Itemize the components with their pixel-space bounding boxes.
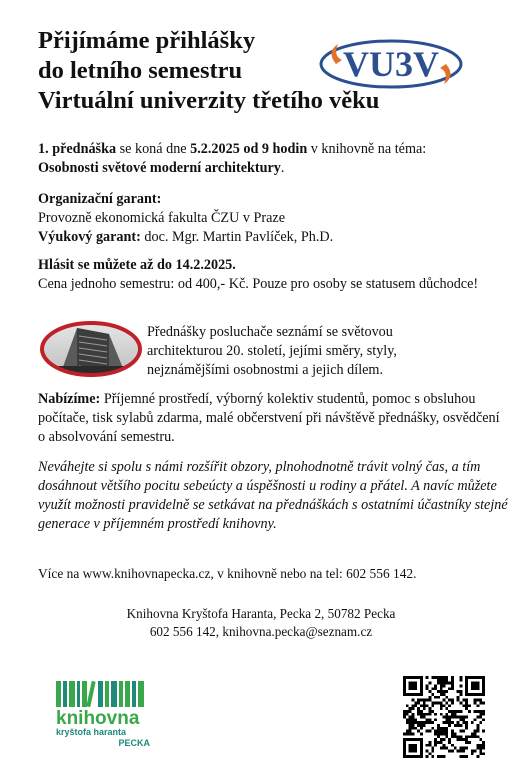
footer-address [0, 605, 522, 641]
library-logo-line3: PECKA [118, 738, 150, 748]
registration-price: Cena jednoho semestru: od 400,- Kč. Pouze pro osoby se statusem důchodce! [38, 276, 479, 292]
books-icon [56, 681, 144, 707]
library-logo-word: knihovna [56, 708, 140, 729]
org-guarantor-value: Provozně ekonomická fakulta ČZU v Praze [38, 210, 286, 226]
lectures-intro: Přednášky posluchače seznámí se světovou architekturou 20. století, jejími směry, styly, nejznámějšími osobnostmi a jejich dílem. [147, 324, 397, 378]
lecture-text-2: v knihovně na téma: [307, 141, 427, 157]
edu-guarantor-value: doc. Mgr. Martin Pavlíček, Ph.D. [140, 229, 334, 245]
registration-block [38, 256, 508, 294]
qr-code [403, 676, 485, 758]
lecture-number: 1. přednáška [38, 141, 117, 157]
offer-block [38, 390, 508, 447]
vu3v-logo [318, 38, 464, 90]
title-line-1: Přijímáme přihlášky [38, 27, 256, 54]
guarantors-block [38, 190, 508, 247]
invitation-text: Neváhejte si spolu s námi rozšířit obzory, plnohodnotně trávit volný čas, a tím dosáhnout většího pocitu sebeúcty a úspěšnosti u rodiny a přátel. A navíc můžete využít možnosti pravidelně se setkávat na přednáškách s ostatními účastníky stejné generace v příjemném prostředí knihovny. [38, 459, 508, 532]
library-logo-line2: kryštofa haranta [56, 727, 127, 737]
lecture-paragraph [38, 140, 508, 178]
offer-label: Nabízíme: [38, 391, 101, 407]
org-guarantor-label: Organizační garant: [38, 191, 162, 207]
lecture-topic-end: . [280, 160, 285, 176]
vu3v-logo-text: VU3V [343, 44, 439, 84]
more-info: Více na www.knihovnapecka.cz, v knihovně nebo na tel: 602 556 142. [38, 566, 417, 581]
lecture-text-1: se koná dne [116, 141, 191, 157]
lecture-topic: Osobnosti světové moderní architektury [38, 160, 281, 176]
footer-line-1: Knihovna Kryštofa Haranta, Pecka 2, 50782 Pecka [126, 606, 396, 621]
edu-guarantor-label: Výukový garant: [38, 229, 141, 245]
title-line-2: do letního semestru [38, 57, 243, 84]
library-logo [54, 679, 154, 749]
offer-text: Příjemné prostředí, výborný kolektiv studentů, pomoc s obsluhou počítače, tisk sylabů zdarma, malé občerstvení při návštěvě přednášky, osvědčení o absolvování semestru. [38, 391, 500, 445]
architecture-photo [39, 320, 143, 378]
title-line-3: Virtuální univerzity třetího věku [38, 87, 380, 114]
footer-line-2: 602 556 142, knihovna.pecka@seznam.cz [149, 624, 373, 639]
lecture-date: 5.2.2025 od 9 hodin [190, 141, 308, 157]
registration-deadline: Hlásit se můžete až do 14.2.2025. [38, 257, 236, 273]
